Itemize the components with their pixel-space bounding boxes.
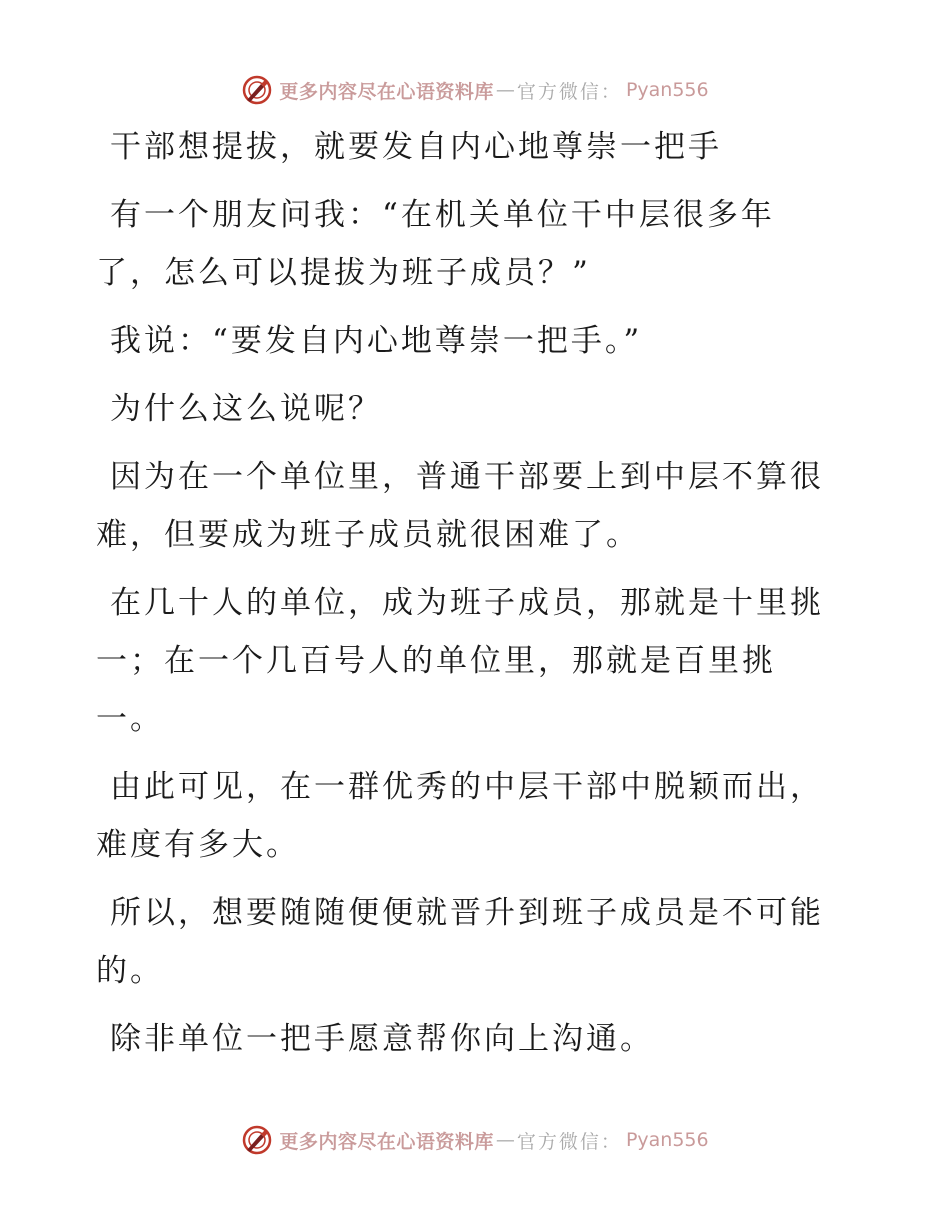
paragraph-6: 由此可见，在一群优秀的中层干部中脱颖而出，难度有多大。 [96, 769, 824, 863]
watermark-dash: — [495, 79, 515, 101]
watermark-dash: — [495, 1129, 515, 1151]
paragraph-5: 在几十人的单位，成为班子成员，那就是十里挑一；在一个几百号人的单位里，那就是百里挑一。 [96, 585, 824, 737]
watermark-wechat-id: Pyan556 [625, 1129, 709, 1151]
article-title: 干部想提拔，就要发自内心地尊崇一把手 [110, 129, 722, 165]
header-watermark [0, 70, 950, 110]
paragraph-3: 为什么这么说呢？ [110, 391, 382, 427]
watermark-brand: 更多内容尽在心语资料库 [279, 80, 494, 103]
watermark-label: 官方微信： [516, 80, 622, 103]
paragraph-4: 因为在一个单位里，普通干部要上到中层不算很难，但要成为班子成员就很困难了。 [96, 459, 824, 553]
paragraph-8: 除非单位一把手愿意帮你向上沟通。 [110, 1021, 654, 1057]
watermark-brand: 更多内容尽在心语资料库 [279, 1130, 494, 1153]
watermark-wechat-id: Pyan556 [625, 79, 709, 101]
paragraph-7: 所以，想要随随便便就晋升到班子成员是不可能的。 [96, 895, 824, 989]
paragraph-1: 有一个朋友问我：“在机关单位干中层很多年了，怎么可以提拔为班子成员？” [96, 197, 775, 291]
article-body [96, 118, 836, 1078]
footer-watermark [0, 1120, 950, 1160]
pen-logo-icon [241, 1124, 273, 1156]
pen-logo-icon [241, 74, 273, 106]
watermark-label: 官方微信： [516, 1130, 622, 1153]
paragraph-2: 我说：“要发自内心地尊崇一把手。” [110, 323, 643, 359]
